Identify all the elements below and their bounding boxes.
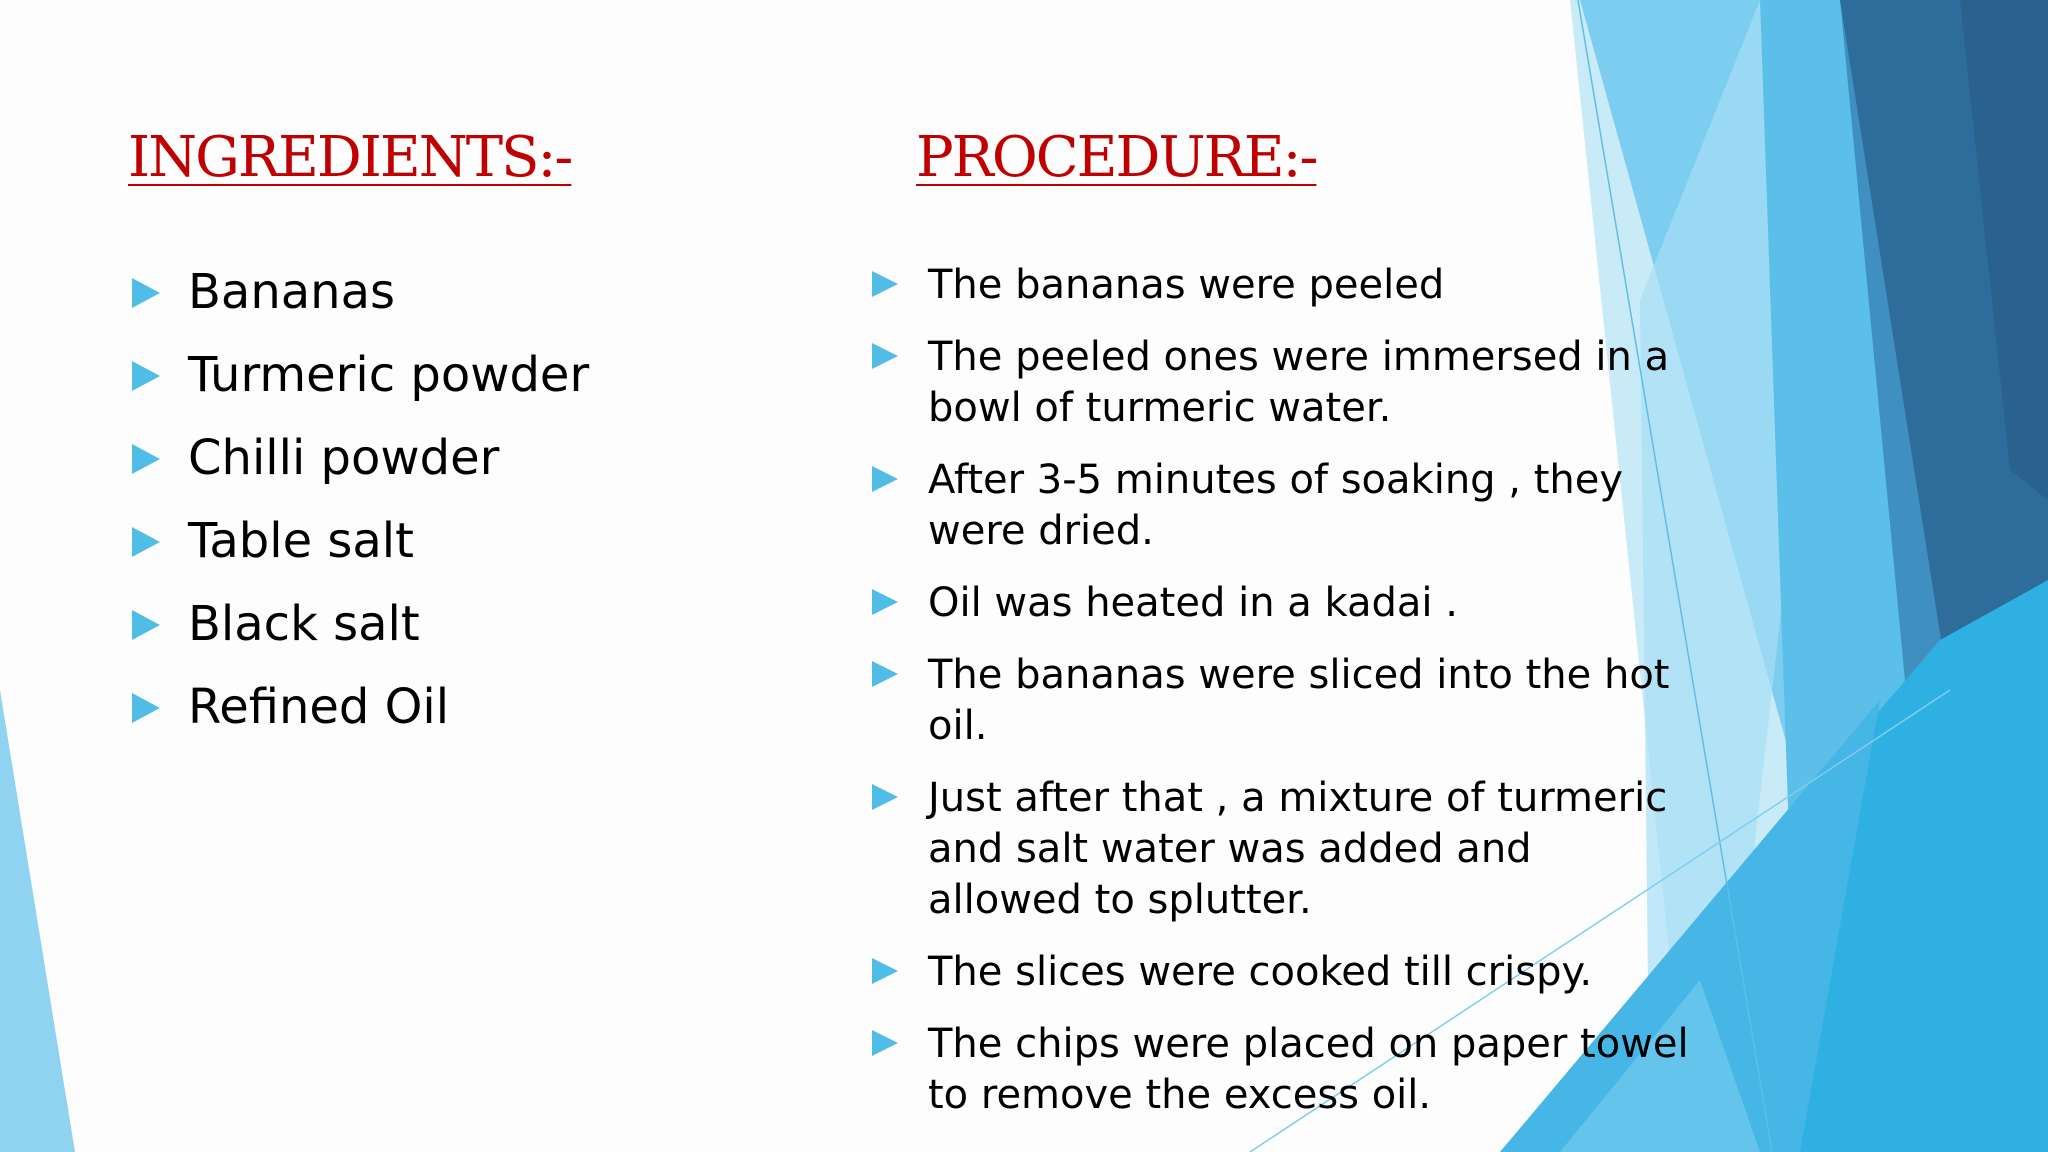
procedure-step	[872, 773, 1692, 926]
ingredient-label: Black salt	[188, 596, 420, 652]
triangle-bullet-icon	[872, 271, 898, 297]
ingredient-item	[132, 677, 832, 760]
ingredient-item	[132, 262, 832, 345]
procedure-step	[872, 1019, 1692, 1121]
triangle-bullet-icon	[132, 278, 160, 308]
triangle-bullet-icon	[872, 958, 898, 984]
procedure-step-text: The chips were placed on paper towel to remove the excess oil.	[928, 1021, 1689, 1118]
procedure-step-text: The slices were cooked till crispy.	[928, 949, 1593, 995]
ingredient-label: Bananas	[188, 264, 396, 320]
procedure-step	[872, 332, 1692, 434]
triangle-bullet-icon	[872, 1030, 898, 1056]
triangle-bullet-icon	[872, 784, 898, 810]
ingredients-list	[132, 262, 832, 760]
ingredient-label: Chilli powder	[188, 430, 500, 486]
ingredient-item	[132, 511, 832, 594]
ingredient-item	[132, 345, 832, 428]
procedure-step	[872, 578, 1692, 629]
triangle-bullet-icon	[872, 466, 898, 492]
ingredient-label: Refined Oil	[188, 679, 450, 735]
triangle-bullet-icon	[132, 527, 160, 557]
ingredient-item	[132, 594, 832, 677]
ingredient-label: Table salt	[188, 513, 414, 569]
ingredients-heading: INGREDIENTS:-	[128, 125, 572, 190]
ingredient-item	[132, 428, 832, 511]
ingredient-label: Turmeric powder	[188, 347, 590, 403]
triangle-bullet-icon	[132, 693, 160, 723]
triangle-bullet-icon	[872, 589, 898, 615]
procedure-step-text: Oil was heated in a kadai .	[928, 580, 1458, 626]
procedure-step-text: After 3-5 minutes of soaking , they were dried.	[928, 457, 1624, 554]
procedure-step-text: The bananas were sliced into the hot oil.	[928, 652, 1670, 749]
triangle-bullet-icon	[132, 361, 160, 391]
procedure-step	[872, 947, 1692, 998]
triangle-bullet-icon	[872, 343, 898, 369]
procedure-heading: PROCEDURE:-	[916, 125, 1317, 190]
left-shard	[0, 690, 75, 1152]
procedure-step-text: Just after that , a mixture of turmeric and salt water was added and allowed to splutter.	[928, 775, 1668, 923]
procedure-list	[872, 260, 1692, 1142]
procedure-step-text: The bananas were peeled	[928, 262, 1445, 308]
procedure-step	[872, 455, 1692, 557]
triangle-bullet-icon	[132, 444, 160, 474]
triangle-bullet-icon	[132, 610, 160, 640]
procedure-step-text: The peeled ones were immersed in a bowl of turmeric water.	[928, 334, 1670, 431]
procedure-step	[872, 650, 1692, 752]
triangle-bullet-icon	[872, 661, 898, 687]
procedure-step	[872, 260, 1692, 311]
